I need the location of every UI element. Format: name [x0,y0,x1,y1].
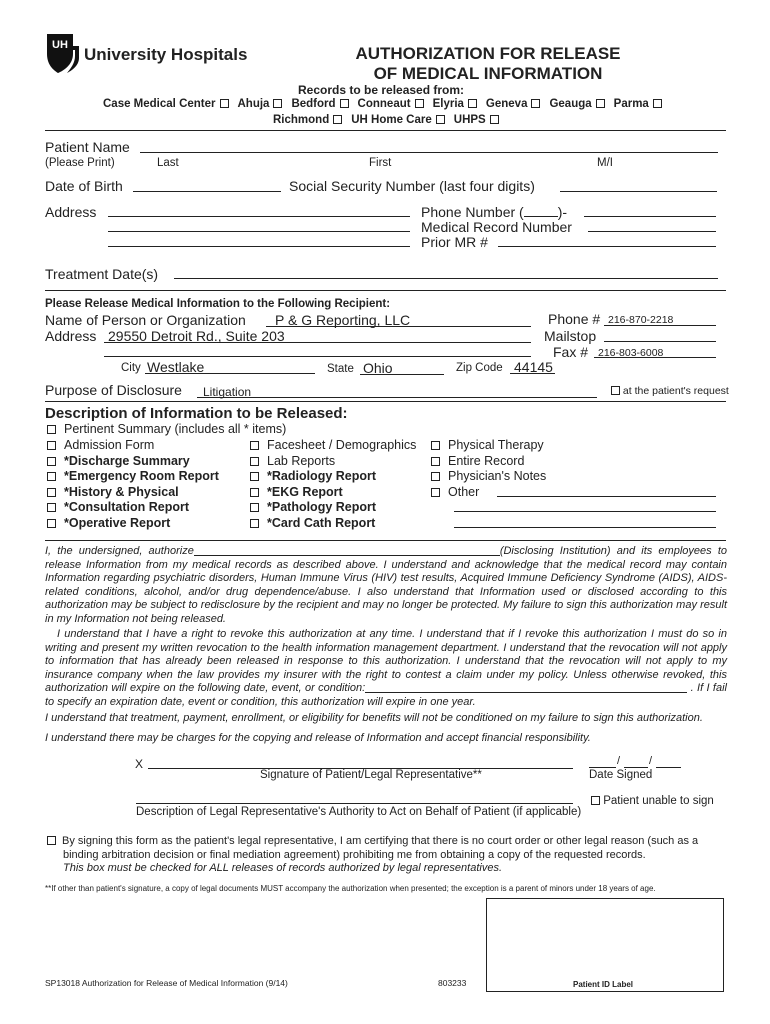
release-item-history-physical[interactable]: *History & Physical [47,485,179,499]
facility-checkbox[interactable] [531,99,540,108]
mrn-field[interactable] [588,231,716,232]
footnote: **If other than patient's signature, a copy of legal documents MUST accompany the authorization when presented; the exception is a parent of minors under 18 years of age. [45,884,656,893]
certify-checkbox[interactable] [47,836,56,845]
date-field-mm[interactable] [589,767,616,768]
svg-text:UH: UH [52,39,68,51]
first-label: First [369,157,392,169]
unable-to-sign-option[interactable]: Patient unable to sign [591,795,714,807]
recipient-address-line-2[interactable] [104,356,531,357]
patient-id-label-box [486,898,724,992]
release-item-checkbox[interactable] [250,441,259,450]
release-item-checkbox[interactable] [47,519,56,528]
date-field-yy[interactable] [656,767,681,768]
facility1-ahuja[interactable]: Ahuja [238,98,283,110]
dob-label: Date of Birth [45,178,123,194]
release-item-checkbox[interactable] [431,488,440,497]
facility-checkbox[interactable] [340,99,349,108]
uh-logo [45,32,81,74]
facility-checkbox[interactable] [415,99,424,108]
facility2-uhps[interactable]: UHPS [454,114,499,126]
release-item-facesheet-demographics[interactable]: Facesheet / Demographics [250,438,416,452]
facility-checkbox[interactable] [490,115,499,124]
description-heading: Description of Information to be Released: [45,405,348,422]
facility1-geauga[interactable]: Geauga [549,98,604,110]
release-item-checkbox[interactable] [250,457,259,466]
facility1-bedford[interactable]: Bedford [291,98,348,110]
release-item-lab-reports[interactable]: Lab Reports [250,454,335,468]
address-line-3[interactable] [108,246,410,247]
release-item-checkbox[interactable] [250,519,259,528]
facility1-parma[interactable]: Parma [614,98,662,110]
pertinent-summary-option[interactable]: Pertinent Summary (includes all * items) [47,422,286,436]
city-label: City [121,362,141,374]
revocation-paragraph: I understand that I have a right to revoke this authorization at any time. I understand that if I revoke this authorization I must do so in writing and present my written revocation to the health information management department. I understand that the revocation will not apply to information that has already been released in response to this authorization. I understand that the revocation will not apply to my insurance company when the law provides my insurer with the right to contest a claim under my policy. Unless otherwise revoked, this authorization will expire on the following date, event, or condition: . If I fail to specify an expiration date, event or condition, this authorization will expire in one year. [45,628,727,708]
facility-checkbox[interactable] [436,115,445,124]
form-id: SP13018 Authorization for Release of Medical Information (9/14) [45,978,288,988]
release-item-entire-record[interactable]: Entire Record [431,454,524,468]
release-item-checkbox[interactable] [47,503,56,512]
release-item-admission-form[interactable]: Admission Form [47,438,154,452]
release-item-emergency-room-report[interactable]: *Emergency Room Report [47,469,219,483]
unable-to-sign-checkbox[interactable] [591,796,600,805]
patient-request-checkbox[interactable] [611,386,620,395]
authorization-paragraph: I, the undersigned, authorize (Disclosing Institution) and its employees to release Information from my medical records as described above. I understand and acknowledge that the medical record may contain Information regarding psychiatric disorders, Human Immune Virus (HIV) test results, Acquired Immune Deficiency Syndrome (AIDS), AIDS-related conditions, alcohol, and/or drug dependence/abuse. I also understand that Information used or disclosed according to this authorization may be subject to redisclosure by the recipient and may no longer be protected. My failure to sign this authorization may result in my Information not being released. [45,545,727,625]
date-slash-1: / [617,755,621,767]
release-item-ekg-report[interactable]: *EKG Report [250,485,343,499]
date-signed-label: Date Signed [589,769,653,781]
release-item-checkbox[interactable] [47,441,56,450]
form-code: 803233 [438,978,467,988]
facility1-elyria[interactable]: Elyria [433,98,477,110]
other-field-1[interactable] [497,496,716,497]
other-field-3[interactable] [454,527,716,528]
recipient-phone-label: Phone # [548,311,601,327]
patient-divider [45,290,726,291]
purpose-divider [45,401,726,402]
purpose-label: Purpose of Disclosure [45,382,182,398]
form-title-line2: OF MEDICAL INFORMATION [373,64,603,83]
release-item-checkbox[interactable] [431,441,440,450]
state-label: State [327,363,354,375]
state-value[interactable]: Ohio [363,360,393,376]
release-item-checkbox[interactable] [250,488,259,497]
expiration-field[interactable] [365,692,687,693]
release-item-checkbox[interactable] [250,472,259,481]
recipient-name-label: Name of Person or Organization [45,312,246,328]
disclosing-institution-field[interactable] [194,555,500,556]
address-line-1[interactable] [108,216,410,217]
release-item-pathology-report[interactable]: *Pathology Report [250,500,376,514]
recipient-phone-value[interactable]: 216-870-2218 [608,314,674,326]
recipient-address-label: Address [45,328,97,344]
brand-name: University Hospitals [84,45,248,64]
last-label: Last [157,157,179,169]
city-value[interactable]: Westlake [147,359,205,375]
patient-request-option[interactable]: at the patient's request [611,385,729,397]
signature-x: X [135,757,144,771]
facility-row-1 [103,98,671,110]
form-title-line1: AUTHORIZATION FOR RELEASE [355,44,621,63]
release-item-checkbox[interactable] [431,457,440,466]
records-from-label: Records to be released from: [298,83,465,97]
mi-label: M/I [597,157,613,169]
address-line-2[interactable] [108,231,410,232]
facility1-case-medical-center[interactable]: Case Medical Center [103,98,229,110]
phone-field[interactable] [584,216,716,217]
facility-checkbox[interactable] [468,99,477,108]
recipient-heading: Please Release Medical Information to the Following Recipient: [45,298,391,310]
ssn-field[interactable] [560,191,717,192]
facility-checkbox[interactable] [596,99,605,108]
header-divider [45,130,726,131]
recipient-phone-line [604,325,716,326]
date-slash-2: / [649,755,653,767]
release-item-checkbox[interactable] [47,472,56,481]
release-item-card-cath-report[interactable]: *Card Cath Report [250,516,375,530]
treatment-dates-label: Treatment Date(s) [45,266,159,282]
release-item-checkbox[interactable] [431,472,440,481]
facility2-uh-home-care[interactable]: UH Home Care [351,114,445,126]
rep-authority-label: Description of Legal Representative's Authority to Act on Behalf of Patient (if applicable) [136,806,582,818]
purpose-line [197,397,597,398]
fax-line [594,357,716,358]
treatment-condition-paragraph: I understand that treatment, payment, enrollment, or eligibility for benefits will not be conditioned on my failure to sign this authorization. [45,712,703,724]
facility-row-2 [273,114,508,126]
facility1-geneva[interactable]: Geneva [486,98,541,110]
mailstop-label: Mailstop [544,328,597,344]
release-item-physician-s-notes[interactable]: Physician's Notes [431,469,546,483]
facility1-conneaut[interactable]: Conneaut [358,98,424,110]
release-item-checkbox[interactable] [250,503,259,512]
dob-field[interactable] [133,191,281,192]
recipient-address-value[interactable]: 29550 Detroit Rd., Suite 203 [108,328,285,344]
address-label: Address [45,204,97,220]
patient-name-field[interactable] [140,152,718,153]
treatment-dates-field[interactable] [174,278,718,279]
city-line [145,373,315,374]
signature-label: Signature of Patient/Legal Representative** [260,769,482,781]
facility-checkbox[interactable] [273,99,282,108]
pertinent-summary-checkbox[interactable] [47,425,56,434]
fax-label: Fax # [553,344,589,360]
release-item-physical-therapy[interactable]: Physical Therapy [431,438,544,452]
zip-label: Zip Code [456,362,503,374]
purpose-value[interactable]: Litigation [203,385,252,399]
please-print-label: (Please Print) [45,157,115,169]
facility-checkbox[interactable] [333,115,342,124]
facility-checkbox[interactable] [220,99,229,108]
mailstop-field[interactable] [604,341,716,342]
release-item-checkbox[interactable] [47,457,56,466]
release-item-discharge-summary[interactable]: *Discharge Summary [47,454,190,468]
facility2-richmond[interactable]: Richmond [273,114,342,126]
prior-mr-field[interactable] [498,246,716,247]
phone-label: Phone Number ( )- [421,204,568,220]
release-item-other[interactable]: Other [431,485,479,499]
date-field-dd[interactable] [624,767,648,768]
fax-value[interactable]: 216-803-6008 [598,347,664,359]
state-line [360,374,444,375]
certify-block: By signing this form as the patient's legal representative, I am certifying that there is no court order or other legal reason (such as a binding arbitration decision or final mediation agreement) prohibiting me from obtaining a copy of the requested records. This box must be checked for ALL releases of records authorized by legal representatives. [47,835,727,876]
release-item-operative-report[interactable]: *Operative Report [47,516,170,530]
charges-paragraph: I understand there may be charges for the copying and release of Information and accept financial responsibility. [45,732,591,744]
mrn-label: Medical Record Number [421,219,572,235]
release-item-consultation-report[interactable]: *Consultation Report [47,500,189,514]
recipient-name-value[interactable]: P & G Reporting, LLC [275,312,411,328]
zip-value[interactable]: 44145 [514,359,553,375]
other-field-2[interactable] [454,511,716,512]
release-item-checkbox[interactable] [47,488,56,497]
recipient-name-line [266,326,531,327]
facility-checkbox[interactable] [653,99,662,108]
prior-mr-label: Prior MR # [421,234,488,250]
zip-line [510,373,555,374]
uh-shield-icon [45,32,81,74]
recipient-address-line [104,342,531,343]
patient-id-label: Patient ID Label [573,980,634,989]
ssn-label: Social Security Number (last four digits) [289,178,535,194]
rep-authority-field[interactable] [136,803,573,804]
release-item-radiology-report[interactable]: *Radiology Report [250,469,376,483]
description-divider [45,540,726,541]
patient-name-label: Patient Name [45,139,130,155]
